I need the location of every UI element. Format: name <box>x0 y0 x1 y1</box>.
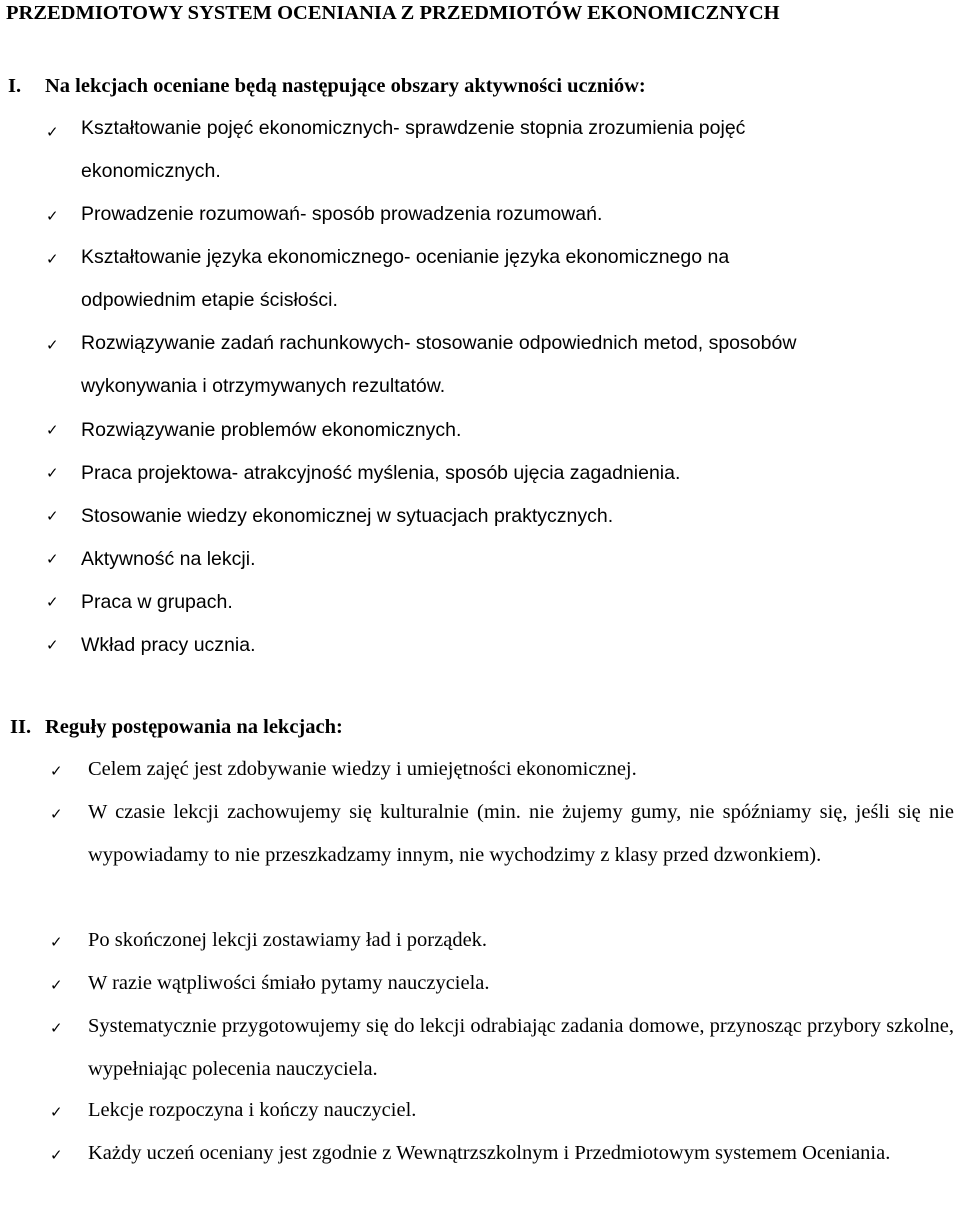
section-1-heading <box>8 75 646 98</box>
list-item-text: Prowadzenie rozumowań- sposób prowadzenia rozumowań. <box>81 203 603 225</box>
check-mark-icon: ✓ <box>50 1019 63 1037</box>
list-item-text: Celem zajęć jest zdobywanie wiedzy i umiejętności ekonomicznej. <box>88 758 637 780</box>
check-mark-icon: ✓ <box>50 1103 63 1121</box>
list-item-text: W razie wątpliwości śmiało pytamy nauczyciela. <box>88 972 490 994</box>
list-item-text: Wkład pracy ucznia. <box>81 634 256 656</box>
check-mark-icon: ✓ <box>46 593 59 611</box>
check-mark-icon: ✓ <box>46 123 59 141</box>
check-mark-icon: ✓ <box>50 933 63 951</box>
check-mark-icon: ✓ <box>46 507 59 525</box>
check-mark-icon: ✓ <box>46 421 59 439</box>
check-mark-icon: ✓ <box>46 464 59 482</box>
list-item-text: Aktywność na lekcji. <box>81 548 256 570</box>
list-item-text: Praca w grupach. <box>81 591 233 613</box>
section-2-title: Reguły postępowania na lekcjach: <box>45 716 343 738</box>
list-item-text: Lekcje rozpoczyna i kończy nauczyciel. <box>88 1099 417 1121</box>
check-mark-icon: ✓ <box>50 1146 63 1164</box>
document-title: PRZEDMIOTOWY SYSTEM OCENIANIA Z PRZEDMIOTÓW EKONOMICZNYCH <box>6 2 780 24</box>
list-item-text: Rozwiązywanie problemów ekonomicznych. <box>81 419 462 441</box>
section-1-number: I. <box>8 75 22 97</box>
list-item-text: Każdy uczeń oceniany jest zgodnie z Wewnątrzszkolnym i Przedmiotowym systemem Oceniania. <box>88 1142 891 1164</box>
list-item-text: Kształtowanie pojęć ekonomicznych- sprawdzenie stopnia zrozumienia pojęć ekonomicznych. <box>81 117 746 182</box>
check-mark-icon: ✓ <box>46 250 59 268</box>
list-item-text: Praca projektowa- atrakcyjność myślenia, sposób ujęcia zagadnienia. <box>81 462 681 484</box>
list-item-text: Kształtowanie języka ekonomicznego- ocenianie języka ekonomicznego na odpowiednim etapie ścisłości. <box>81 246 730 311</box>
list-item-text: Po skończonej lekcji zostawiamy ład i porządek. <box>88 929 488 951</box>
check-mark-icon: ✓ <box>46 550 59 568</box>
section-1-title: Na lekcjach oceniane będą następujące obszary aktywności uczniów: <box>45 75 646 97</box>
list-item-text: Rozwiązywanie zadań rachunkowych- stosowanie odpowiednich metod, sposobów wykonywania i otrzymywanych rezultatów. <box>81 332 797 397</box>
section-2-number: II. <box>10 716 32 738</box>
check-mark-icon: ✓ <box>50 762 63 780</box>
check-mark-icon: ✓ <box>46 336 59 354</box>
list-item-text: W czasie lekcji zachowujemy się kulturalnie (min. nie żujemy gumy, nie spóźniamy się, jeśli się nie wypowiadamy to nie przeszkadzamy innym, nie wychodzimy z klasy przed dzwonkiem). <box>88 801 954 866</box>
check-mark-icon: ✓ <box>50 976 63 994</box>
list-item-text: Stosowanie wiedzy ekonomicznej w sytuacjach praktycznych. <box>81 505 614 527</box>
check-mark-icon: ✓ <box>46 207 59 225</box>
section-2-heading <box>10 716 343 739</box>
check-mark-icon: ✓ <box>46 636 59 654</box>
list-item-text: Systematycznie przygotowujemy się do lekcji odrabiając zadania domowe, przynosząc przybory szkolne, wypełniając polecenia nauczyciela. <box>88 1015 954 1080</box>
check-mark-icon: ✓ <box>50 805 63 823</box>
